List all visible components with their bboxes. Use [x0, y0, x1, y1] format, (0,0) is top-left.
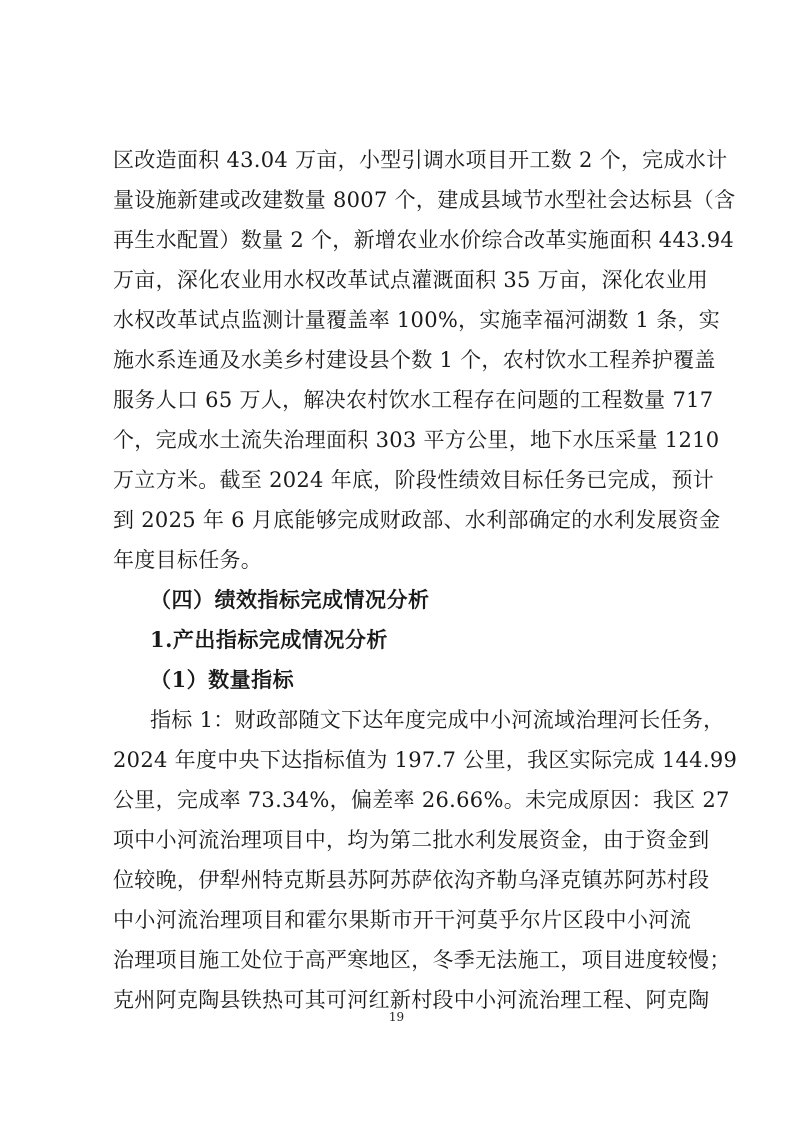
text-line: 项中小河流治理项目中，均为第二批水利发展资金，由于资金到	[113, 828, 710, 852]
text-line: 再生水配置）数量 2 个，新增农业水价综合改革实施面积 443.94	[113, 228, 735, 252]
text-line: 克州阿克陶县铁热可其可河红新村段中小河流治理工程、阿克陶	[113, 988, 710, 1012]
text-line: 水权改革试点监测计量覆盖率 100%，实施幸福河湖数 1 条，实	[113, 308, 721, 332]
text-line: 中小河流治理项目和霍尔果斯市开干河莫乎尔片区段中小河流	[113, 908, 691, 932]
text-line: 指标 1：财政部随文下达年度完成中小河流域治理河长任务，	[150, 708, 725, 732]
text-line: 到 2025 年 6 月底能够完成财政部、水利部确定的水利发展资金	[113, 508, 721, 532]
text-line: 万立方米。截至 2024 年底，阶段性绩效目标任务已完成，预计	[113, 468, 715, 492]
text-line: 治理项目施工处位于高严寒地区，冬季无法施工，项目进度较慢；	[113, 948, 731, 972]
text-line: 公里，完成率 73.34%，偏差率 26.66%。未完成原因：我区 27	[113, 788, 730, 812]
text-line: 位较晚，伊犁州特克斯县苏阿苏萨依沟齐勒乌泽克镇苏阿苏村段	[113, 868, 710, 892]
subsection-heading: 1.产出指标完成情况分析	[150, 627, 388, 652]
subsubsection-heading: （1）数量指标	[150, 667, 295, 692]
text-line: 万亩，深化农业用水权改革试点灌溉面积 35 万亩，深化农业用	[113, 268, 709, 292]
page-number: 19	[388, 1010, 405, 1024]
text-line: 2024 年度中央下达指标值为 197.7 公里，我区实际完成 144.99	[113, 748, 738, 772]
text-line: 服务人口 65 万人，解决农村饮水工程存在问题的工程数量 717	[113, 388, 714, 412]
text-line: 个，完成水土流失治理面积 303 平方公里，地下水压采量 1210	[113, 428, 720, 452]
text-line: 区改造面积 43.04 万亩，小型引调水项目开工数 2 个，完成水计	[113, 148, 728, 172]
text-line: 量设施新建或改建数量 8007 个，建成县域节水型社会达标县（含	[113, 188, 736, 212]
text-line: 年度目标任务。	[113, 548, 263, 572]
text-line: 施水系连通及水美乡村建设县个数 1 个，农村饮水工程养护覆盖	[113, 348, 716, 372]
section-heading: （四）绩效指标完成情况分析	[150, 587, 430, 612]
